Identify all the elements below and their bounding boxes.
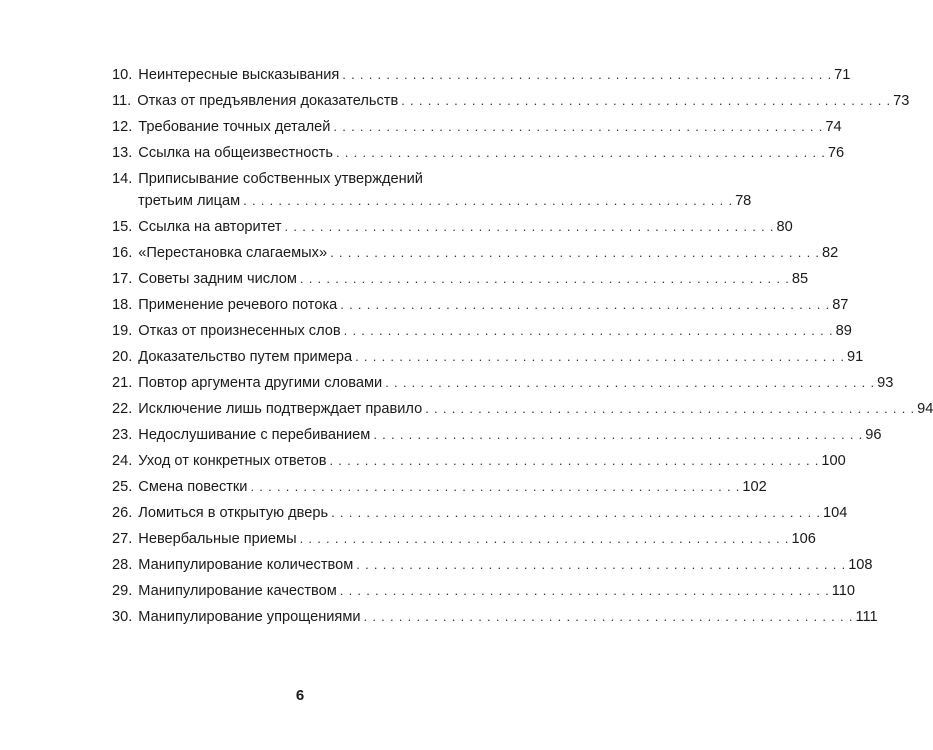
toc-entry-title: Манипулирование количеством [138,557,354,573]
toc-entry-page: 106 [791,531,816,547]
toc-entry-title: Ломиться в открытую дверь [138,505,329,521]
toc-entry-title: Требование точных деталей [138,119,331,135]
toc-entry-number: 26. [112,505,133,521]
toc-entry-title: Манипулирование качеством [138,583,337,599]
toc-entry-title: Недослушивание с перебиванием [138,427,371,443]
toc-entry-page: 108 [848,557,873,573]
toc-entry[interactable] [112,320,852,342]
toc-entry-title: Отказ от предъявления доказательств [137,93,399,109]
toc-entry-page: 110 [831,583,855,599]
toc-entry[interactable] [112,450,846,472]
toc-entry-number: 10. [112,67,133,83]
toc-entry-title: Исключение лишь подтверждает правило [138,401,423,417]
toc-entry-page: 89 [835,323,852,339]
toc-entry-title: Ссылка на авторитет [138,219,282,235]
toc-entry[interactable] [112,606,878,628]
dot-leader [342,64,831,86]
toc-entry[interactable] [112,116,842,138]
toc-entry-title: Советы задним числом [138,271,297,287]
dot-leader [356,554,845,576]
dot-leader [331,502,820,524]
toc-entry-number: 23. [112,427,133,443]
toc-entry-page: 93 [877,375,894,391]
toc-entry-number: 15. [112,219,133,235]
toc-entry-title: Отказ от произнесенных слов [138,323,341,339]
toc-entry-page: 74 [825,119,842,135]
dot-leader [329,450,818,472]
dot-leader [344,320,833,342]
toc-entry[interactable] [112,502,848,524]
toc-entry-title: Невербальные приемы [138,531,297,547]
toc-entry-number: 18. [112,297,133,313]
toc-entry-number: 24. [112,453,133,469]
toc-entry-number: 14. [112,171,133,187]
toc-entry[interactable] [112,346,864,368]
toc-entry-page: 102 [742,479,767,495]
toc-entry-number: 27. [112,531,133,547]
toc-entry-page: 104 [823,505,848,521]
dot-leader [401,90,890,112]
toc-entry[interactable] [112,64,851,86]
dot-leader [250,476,739,498]
toc-entry-page: 82 [822,245,839,261]
toc-entry[interactable] [112,580,855,602]
toc-entry-number: 21. [112,375,133,391]
dot-leader [336,142,825,164]
dot-leader [300,268,789,290]
toc-entry-page: 94 [917,401,933,417]
toc-entry-title-continuation: третьим лицам [138,193,241,209]
toc-entry-number: 29. [112,583,133,599]
dot-leader [385,372,874,394]
dot-leader [243,190,732,212]
dot-leader [373,424,862,446]
toc-entry-number: 16. [112,245,133,261]
dot-leader [285,216,774,238]
toc-entry-number: 28. [112,557,133,573]
toc-entry-title: Смена повестки [138,479,248,495]
toc-entry-page: 91 [847,349,864,365]
toc-entry-page: 100 [821,453,846,469]
dot-leader [340,294,829,316]
page-number: 6 [295,687,305,704]
toc-entry-page: 71 [834,67,851,83]
toc-entry-title: Доказательство путем примера [138,349,353,365]
toc-entry[interactable] [112,168,752,212]
toc-entry-page: 80 [776,219,793,235]
toc-entry-title: Применение речевого потока [138,297,338,313]
dot-leader [364,606,853,628]
toc-entry[interactable] [112,476,767,498]
toc-entry[interactable] [112,424,882,446]
toc-entry-title: Уход от конкретных ответов [138,453,327,469]
table-of-contents [112,64,933,632]
toc-entry-page: 73 [893,93,910,109]
toc-entry[interactable] [112,294,849,316]
toc-entry-number: 12. [112,119,133,135]
toc-entry[interactable] [112,242,839,264]
toc-entry-title: Неинтересные высказывания [138,67,340,83]
toc-entry-page: 78 [735,193,752,209]
toc-entry-page: 111 [855,609,878,625]
toc-entry[interactable] [112,372,894,394]
dot-leader [330,242,819,264]
toc-entry-number: 17. [112,271,133,287]
toc-entry-number: 30. [112,609,133,625]
dot-leader [300,528,789,550]
toc-entry-title: Повтор аргумента другими словами [138,375,383,391]
toc-entry-number: 11. [112,93,132,109]
toc-entry-number: 13. [112,145,133,161]
toc-entry-number: 22. [112,401,133,417]
toc-entry[interactable] [112,528,816,550]
dot-leader [333,116,822,138]
toc-entry-number: 20. [112,349,133,365]
toc-entry[interactable] [112,90,910,112]
toc-entry-page: 85 [791,271,809,287]
toc-entry-title: Приписывание собственных утверждений [138,171,423,187]
toc-entry[interactable] [112,268,809,290]
toc-entry-title: «Перестановка слагаемых» [138,245,328,261]
toc-entry[interactable] [112,216,793,238]
toc-entry-title: Манипулирование упрощениями [138,609,361,625]
dot-leader [425,398,914,420]
toc-entry-number: 25. [112,479,133,495]
dot-leader [340,580,829,602]
toc-entry[interactable] [112,142,845,164]
dot-leader [355,346,844,368]
toc-entry-title: Ссылка на общеизвестность [138,145,333,161]
toc-entry-page: 76 [827,145,845,161]
toc-entry-page: 87 [832,297,849,313]
toc-entry[interactable] [112,554,873,576]
toc-entry[interactable] [112,398,933,420]
toc-entry-page: 96 [865,427,882,443]
toc-entry-number: 19. [112,323,133,339]
